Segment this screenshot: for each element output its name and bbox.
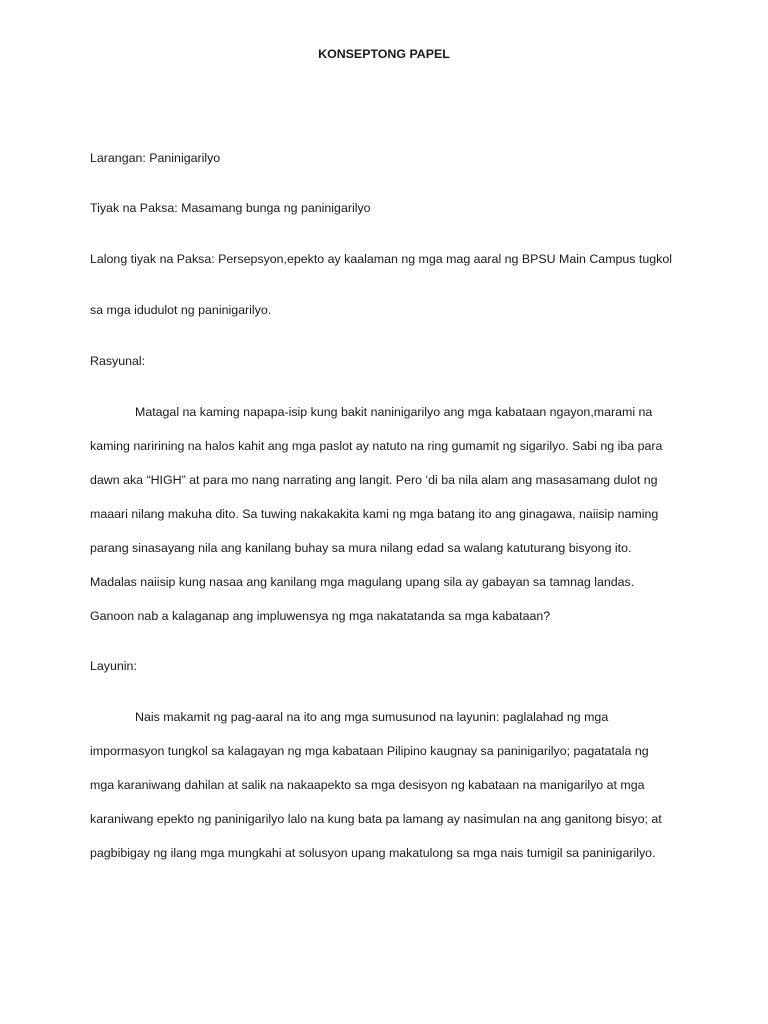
lalong-tiyak-line-2: sa mga idudulot ng paninigarilyo. [90, 303, 272, 317]
layunin-line: mga karaniwang dahilan at salik na nakaapekto sa mga desisyon ng kabataan na manigarilyo at mga [90, 778, 645, 792]
layunin-line: karaniwang epekto ng paninigarilyo lalo na kung bata pa lamang ay nasimulan na ang ganitong bisyo; at [90, 812, 662, 826]
rasyunal-heading: Rasyunal: [90, 354, 146, 368]
rasyunal-line: Ganoon nab a kalaganap ang impluwensya ng mga nakatatanda sa mga kabataan? [90, 609, 551, 623]
layunin-line: Nais makamit ng pag-aaral na ito ang mga sumusunod na layunin: paglalahad ng mga [135, 710, 609, 724]
layunin-line: pagbibigay ng ilang mga mungkahi at solusyon upang makatulong sa mga nais tumigil sa paninigarilyo. [90, 846, 656, 860]
rasyunal-line: kaming naririning na halos kahit ang mga paslot ay natuto na ring gumamit ng sigarilyo. Sabi ng iba para [90, 439, 663, 453]
layunin-heading: Layunin: [90, 659, 137, 673]
rasyunal-line: maaari nilang makuha dito. Sa tuwing nakakakita kami ng mga batang ito ang ginagawa, naiisip naming [90, 507, 659, 521]
rasyunal-line: dawn aka “HIGH” at para mo nang narrating ang langit. Pero ‘di ba nila alam ang masasamang dulot ng [90, 473, 658, 487]
tiyak-na-paksa-line: Tiyak na Paksa: Masamang bunga ng paninigarilyo [90, 201, 371, 215]
rasyunal-line: Matagal na kaming napapa-isip kung bakit naninigarilyo ang mga kabataan ngayon,marami na [135, 405, 653, 419]
lalong-tiyak-line-1: Lalong tiyak na Paksa: Persepsyon,epekto ay kaalaman ng mga mag aaral ng BPSU Main Campus tugkol [90, 252, 672, 266]
layunin-line: impormasyon tungkol sa kalagayan ng mga kabataan Pilipino kaugnay sa paninigarilyo; pagatatala ng [90, 744, 649, 758]
rasyunal-line: parang sinasayang nila ang kanilang buhay sa mura nilang edad sa walang katuturang bisyong ito. [90, 541, 632, 555]
larangan-line: Larangan: Paninigarilyo [90, 151, 221, 165]
rasyunal-line: Madalas naiisip kung nasaa ang kanilang mga magulang upang sila ay gabayan sa tamnag landas. [90, 575, 635, 589]
document-title: KONSEPTONG PAPEL [318, 47, 450, 61]
